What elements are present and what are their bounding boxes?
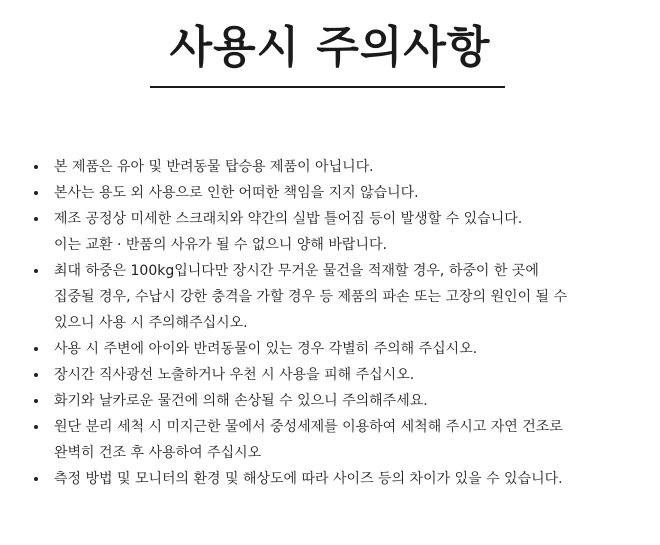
bullet-icon xyxy=(34,477,38,481)
caution-item xyxy=(34,388,634,414)
caution-text: 완벽히 건조 후 사용하여 주십시오 xyxy=(54,445,262,461)
title-area xyxy=(0,18,660,78)
caution-text: 원단 분리 세척 시 미지근한 물에서 중성세제를 이용하여 세척해 주시고 자연 건조로 xyxy=(54,419,563,435)
bullet-icon xyxy=(34,269,38,273)
bullet-icon xyxy=(34,165,38,169)
caution-text: 있으니 사용 시 주의해주십시오. xyxy=(54,315,248,331)
caution-text: 최대 하중은 100kg입니다만 장시간 무거운 물건을 적재할 경우, 하중이 한 곳에 xyxy=(54,263,539,279)
caution-item xyxy=(34,362,634,388)
caution-item xyxy=(34,414,634,466)
bullet-icon xyxy=(34,425,38,429)
caution-text: 제조 공정상 미세한 스크래치와 약간의 실밥 틀어짐 등이 발생할 수 있습니다. xyxy=(54,211,523,227)
caution-text: 장시간 직사광선 노출하거나 우천 시 사용을 피해 주십시오. xyxy=(54,367,415,383)
bullet-icon xyxy=(34,373,38,377)
page-title: 사용시 주의사항 xyxy=(169,22,491,73)
caution-item xyxy=(34,466,634,492)
caution-item xyxy=(34,154,634,180)
caution-text: 측정 방법 및 모니터의 환경 및 해상도에 따라 사이즈 등의 차이가 있을 수 있습니다. xyxy=(54,471,563,487)
bullet-icon xyxy=(34,399,38,403)
caution-text: 화기와 날카로운 물건에 의해 손상될 수 있으니 주의해주세요. xyxy=(54,393,428,409)
caution-item xyxy=(34,180,634,206)
caution-text: 본사는 용도 외 사용으로 인한 어떠한 책임을 지지 않습니다. xyxy=(54,185,419,201)
bullet-icon xyxy=(34,347,38,351)
caution-item xyxy=(34,336,634,362)
bullet-icon xyxy=(34,217,38,221)
caution-text: 이는 교환 · 반품의 사유가 될 수 없으니 양해 바랍니다. xyxy=(54,237,387,253)
caution-item xyxy=(34,206,634,258)
caution-list xyxy=(34,154,634,492)
caution-text: 사용 시 주변에 아이와 반려동물이 있는 경우 각별히 주의해 주십시오. xyxy=(54,341,478,357)
title-underline xyxy=(150,86,505,88)
bullet-icon xyxy=(34,191,38,195)
caution-text: 집중될 경우, 수납시 강한 충격을 가할 경우 등 제품의 파손 또는 고장의 원인이 될 수 xyxy=(54,289,568,305)
caution-item xyxy=(34,258,634,336)
caution-text: 본 제품은 유아 및 반려동물 탑승용 제품이 아닙니다. xyxy=(54,159,374,175)
